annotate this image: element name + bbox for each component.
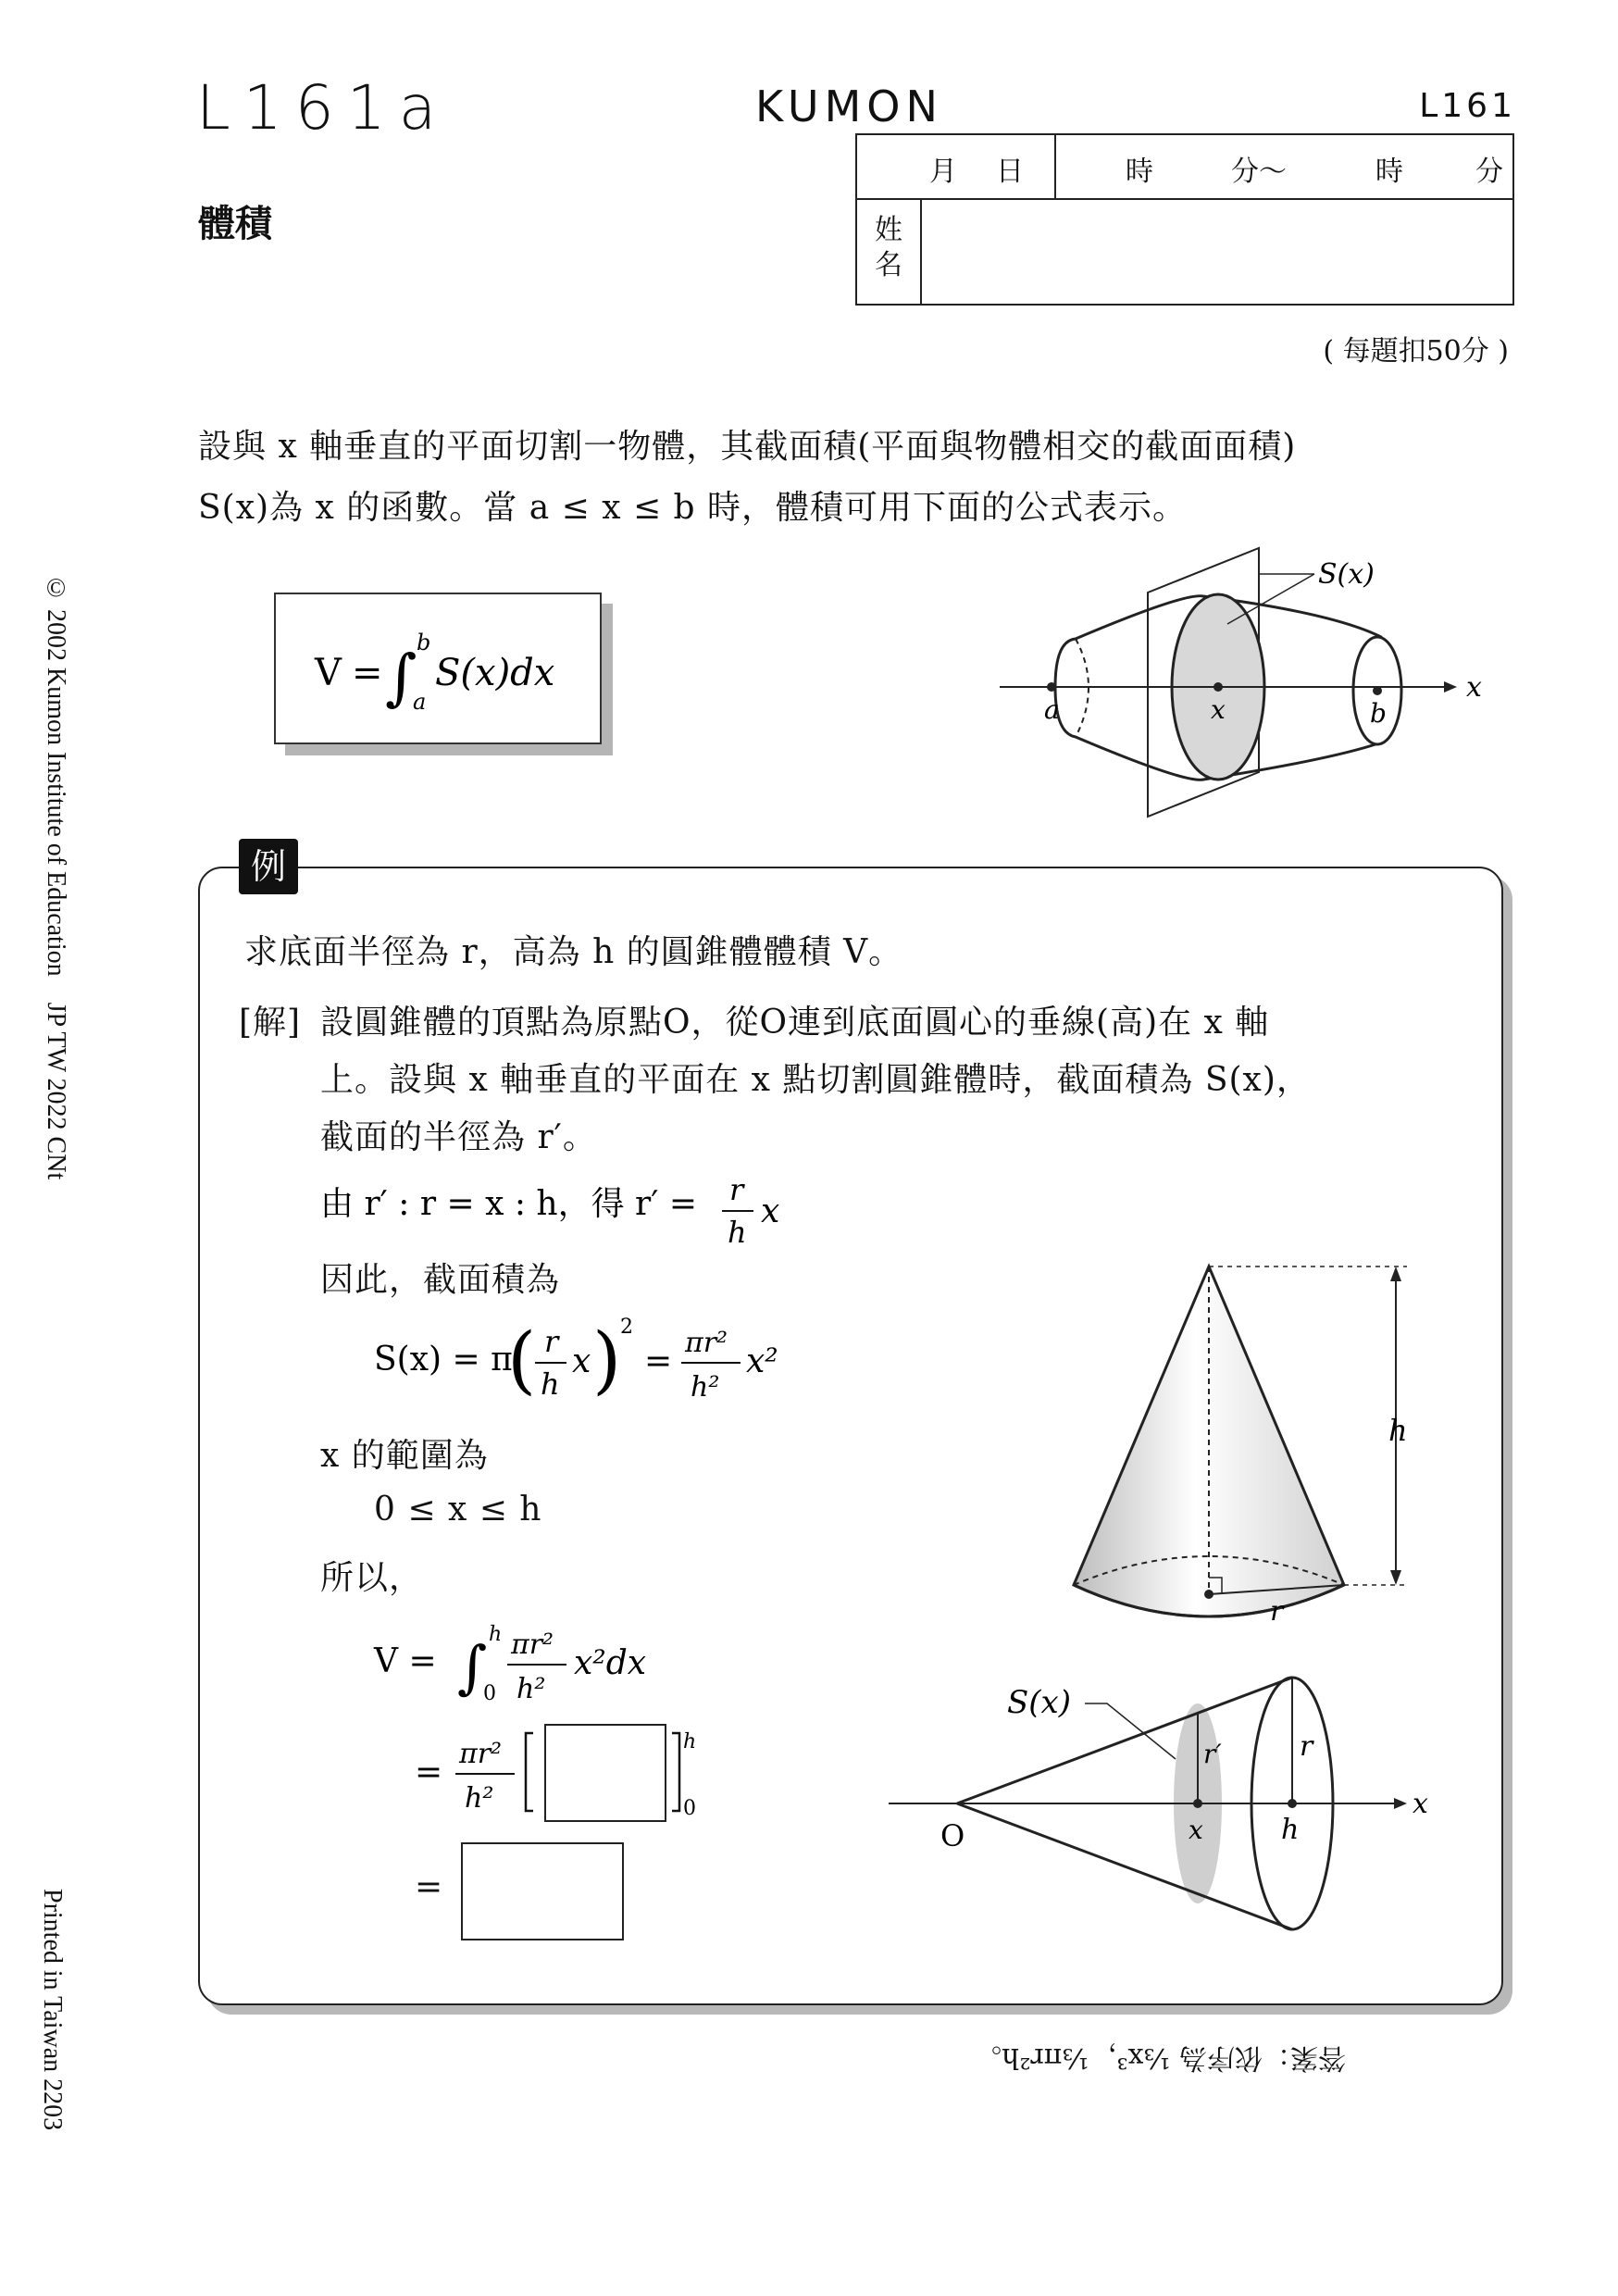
record-table (855, 133, 1514, 306)
point-b (1373, 686, 1382, 695)
minute-start-label: 分〜 (1231, 156, 1287, 188)
integral-sign: ∫ (385, 642, 417, 713)
int-pi-r2: πr² (511, 1628, 554, 1661)
minute-end-label: 分 (1475, 156, 1503, 188)
sheet-code: L161a (196, 72, 450, 144)
ratio-text: 由 r′ : r = x : h，得 r′ = (320, 1185, 698, 1223)
int-lower: 0 (483, 1682, 496, 1705)
final-eq-sign: = (415, 1868, 444, 1906)
b-label: b (1370, 698, 1387, 729)
cone-base-center (1204, 1590, 1214, 1599)
date-cell[interactable] (857, 135, 1056, 198)
bracket-lower: 0 (683, 1797, 696, 1820)
height-arrow-top (1390, 1267, 1401, 1281)
hour-start-label: 時 (1126, 156, 1153, 188)
intro-line-2: S(x)為 x 的函數。當 a ≤ x ≤ b 時，體積可用下面的公式表示。 (198, 489, 1188, 527)
upside-down-answer: 答案：依序為 ⅓x³，⅓πr²h。 (974, 2041, 1347, 2074)
square-exponent: 2 (620, 1316, 633, 1339)
right-bracket (672, 1733, 679, 1811)
sx-leader-line (1227, 574, 1314, 624)
formula-lhs: V (315, 652, 342, 694)
side-r-label: r (1300, 1730, 1313, 1763)
solution-line-3: 截面的半徑為 r′。 (320, 1118, 597, 1156)
height-arrow-bottom (1390, 1570, 1401, 1585)
range-label: x 的範圍為 (320, 1437, 489, 1475)
left-bracket (526, 1733, 533, 1811)
sx-x: x (572, 1342, 591, 1380)
answer-box-2[interactable] (461, 1842, 624, 1940)
side-x-label: x (1189, 1815, 1203, 1845)
sx-frac-den: h (541, 1366, 560, 1402)
formula-upper: b (417, 630, 431, 655)
copyright-notice: © 2002 Kumon Institute of Education JP TW 2022 CNt (42, 574, 70, 1180)
cone-h-label: h (1388, 1413, 1408, 1448)
volume-formula-box (274, 593, 602, 744)
x-axis-label: x (1466, 671, 1482, 704)
sx-frac-num: r (544, 1324, 559, 1359)
sx-eq-left: S(x) = π (374, 1341, 513, 1379)
cone-r-label: r (1270, 1595, 1284, 1628)
therefore-text: 因此，截面積為 (320, 1261, 561, 1299)
side-point-x (1193, 1799, 1202, 1808)
side-axis-label: x (1413, 1788, 1428, 1820)
intro-paragraph (198, 417, 1522, 539)
range-value: 0 ≤ x ≤ h (374, 1491, 542, 1529)
sideways-cone-diagram (889, 1657, 1481, 1953)
intro-line-1: 設與 x 軸垂直的平面切割一物體，其截面積(平面與物體相交的截面面積) (198, 428, 1297, 466)
name-label-char1: 姓 (875, 214, 902, 246)
ratio-x: x (761, 1192, 780, 1230)
upright-cone-diagram (1055, 1250, 1444, 1648)
printed-notice: Printed in Taiwan 2203 (38, 1889, 67, 2131)
ratio-equation (315, 1168, 870, 1261)
bracket-eq: = (415, 1753, 443, 1791)
point-a (1047, 682, 1056, 692)
int-h2: h² (517, 1673, 546, 1705)
month-label: 月 (929, 156, 957, 188)
side-sx-label: S(x) (1007, 1684, 1071, 1721)
sheet-code-right: L161 (1419, 87, 1516, 125)
x-axis-arrow (1444, 681, 1457, 693)
formula-eq: = (352, 652, 383, 694)
volume-integral (370, 1607, 759, 1718)
a-label: a (1044, 694, 1060, 725)
left-paren: ( (507, 1316, 537, 1403)
bracket-upper: h (683, 1730, 697, 1753)
hour-end-label: 時 (1375, 156, 1403, 188)
x2-term: x² (746, 1342, 778, 1380)
right-paren: ) (592, 1316, 622, 1403)
ratio-frac-den: h (728, 1215, 747, 1250)
answer-box-1[interactable] (544, 1724, 666, 1822)
solution-prefix: [解] (239, 1004, 302, 1042)
int-x2dx: x²dx (574, 1644, 647, 1682)
formula-lower: a (413, 689, 427, 715)
day-label: 日 (996, 156, 1024, 188)
pi-r2-num: πr² (685, 1327, 728, 1359)
record-row-time (857, 135, 1512, 200)
name-field[interactable] (922, 200, 1512, 302)
solution-line-1: 設圓錐體的頂點為原點O，從O連到底面圓心的垂線(高)在 x 軸 (320, 1004, 1270, 1042)
solution-line-2: 上。設與 x 軸垂直的平面在 x 點切割圓錐體時，截面積為 S(x)， (320, 1061, 1311, 1099)
bracket-pi-r2: πr² (459, 1738, 503, 1770)
integral-sign-2: ∫ (457, 1633, 488, 1701)
sx-label: S(x) (1318, 558, 1375, 591)
bracket-h2: h² (465, 1782, 494, 1815)
point-x (1214, 682, 1223, 692)
x-point-label: x (1211, 694, 1226, 725)
h2-den: h² (691, 1371, 720, 1404)
side-x-axis-arrow (1394, 1798, 1407, 1809)
example-question: 求底面半徑為 r，高為 h 的圓錐體體積 V。 (244, 933, 903, 971)
example-tag: 例 (239, 839, 298, 894)
side-rprime-label: r′ (1203, 1739, 1222, 1769)
solid-cross-section-diagram (981, 537, 1500, 842)
v-lhs: V = (374, 1642, 437, 1680)
score-note: ( 每題扣50分 ) (1323, 335, 1509, 368)
sx-eq-sign: = (644, 1342, 673, 1380)
name-label-char2: 名 (875, 249, 902, 281)
ratio-frac-num: r (729, 1172, 744, 1207)
volume-formula (276, 594, 600, 742)
sx-equation (370, 1307, 852, 1418)
side-h-label: h (1281, 1814, 1300, 1846)
int-upper: h (489, 1623, 503, 1646)
kumon-logo: KUMON (755, 81, 943, 131)
side-origin-label: O (940, 1818, 965, 1853)
topic-title: 體積 (198, 203, 272, 245)
name-label (857, 198, 922, 304)
side-point-h (1288, 1799, 1297, 1808)
so-text: 所以， (320, 1559, 424, 1597)
formula-integrand: S(x)dx (435, 652, 555, 694)
